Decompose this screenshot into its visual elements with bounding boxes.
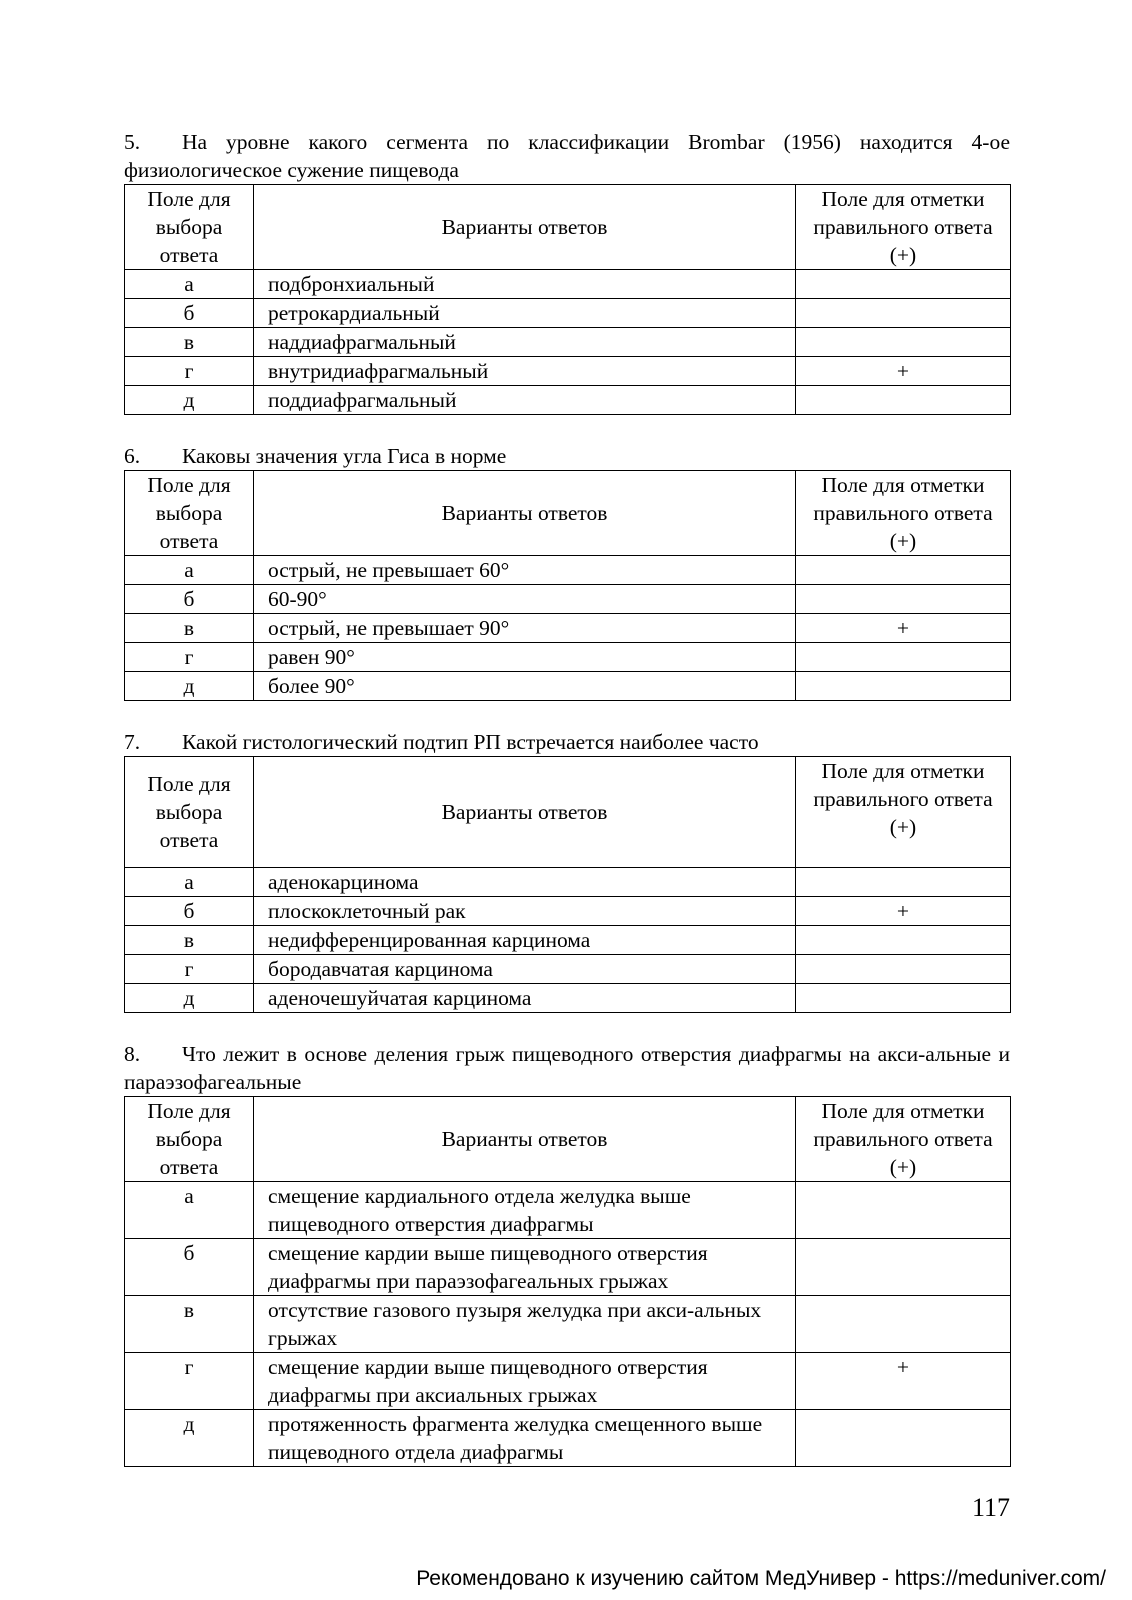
option-letter: д	[125, 672, 254, 701]
option-letter: а	[125, 556, 254, 585]
option-text: равен 90°	[254, 643, 796, 672]
table-header-row	[125, 185, 1011, 270]
table-header-row	[125, 471, 1011, 556]
question-body: На уровне какого сегмента по классификации Brombar (1956) находится 4-ое физиологическое сужение пищевода	[124, 130, 1010, 182]
header-choice: Поле для выбора ответа	[125, 1097, 254, 1182]
table-row	[125, 897, 1011, 926]
table-header-row	[125, 757, 1011, 868]
header-mark: Поле для отметки правильного ответа (+)	[796, 471, 1011, 556]
question-number: 6.	[124, 444, 141, 468]
option-text: внутридиафрагмальный	[254, 357, 796, 386]
option-mark	[796, 672, 1011, 701]
header-choice: Поле для выбора ответа	[125, 471, 254, 556]
table-row	[125, 1239, 1011, 1296]
option-text: аденокарцинома	[254, 868, 796, 897]
question-body: Что лежит в основе деления грыж пищеводного отверстия диафрагмы на акси-альные и параэзофагеальные	[124, 1042, 1010, 1094]
option-text: 60-90°	[254, 585, 796, 614]
header-choice: Поле для выбора ответа	[125, 757, 254, 868]
option-letter: в	[125, 328, 254, 357]
table-row	[125, 643, 1011, 672]
table-row	[125, 1182, 1011, 1239]
question-8	[124, 1040, 1010, 1467]
question-text	[124, 1040, 1010, 1096]
option-letter: в	[125, 926, 254, 955]
option-letter: а	[125, 1182, 254, 1239]
answer-table	[124, 756, 1011, 1013]
table-row	[125, 955, 1011, 984]
answer-table	[124, 1096, 1011, 1467]
option-letter: б	[125, 585, 254, 614]
header-choice: Поле для выбора ответа	[125, 185, 254, 270]
option-letter: б	[125, 299, 254, 328]
header-options: Варианты ответов	[254, 185, 796, 270]
option-text: более 90°	[254, 672, 796, 701]
option-mark	[796, 1239, 1011, 1296]
option-letter: г	[125, 955, 254, 984]
option-mark	[796, 868, 1011, 897]
answer-table	[124, 184, 1011, 415]
option-letter: д	[125, 386, 254, 415]
option-mark	[796, 386, 1011, 415]
option-letter: а	[125, 868, 254, 897]
table-row	[125, 556, 1011, 585]
option-mark: +	[796, 897, 1011, 926]
question-text	[124, 442, 1010, 470]
option-mark	[796, 1410, 1011, 1467]
header-mark: Поле для отметки правильного ответа (+)	[796, 1097, 1011, 1182]
option-letter: б	[125, 1239, 254, 1296]
option-letter: д	[125, 1410, 254, 1467]
option-letter: в	[125, 1296, 254, 1353]
question-6	[124, 442, 1010, 701]
option-mark	[796, 328, 1011, 357]
option-text: смещение кардии выше пищеводного отверстия диафрагмы при параэзофагеальных грыжах	[254, 1239, 796, 1296]
option-letter: г	[125, 1353, 254, 1410]
option-text: острый, не превышает 90°	[254, 614, 796, 643]
question-body: Какой гистологический подтип РП встречается наиболее часто	[182, 730, 759, 754]
table-row	[125, 386, 1011, 415]
option-text: недифференцированная карцинома	[254, 926, 796, 955]
option-mark	[796, 1296, 1011, 1353]
option-mark	[796, 556, 1011, 585]
table-row	[125, 868, 1011, 897]
option-mark	[796, 955, 1011, 984]
option-text: бородавчатая карцинома	[254, 955, 796, 984]
question-5	[124, 128, 1010, 415]
question-text	[124, 128, 1010, 184]
table-row	[125, 926, 1011, 955]
question-text	[124, 728, 1010, 756]
option-mark: +	[796, 357, 1011, 386]
option-mark	[796, 270, 1011, 299]
question-number: 7.	[124, 730, 141, 754]
option-text: подбронхиальный	[254, 270, 796, 299]
table-row	[125, 614, 1011, 643]
option-text: аденочешуйчатая карцинома	[254, 984, 796, 1013]
option-letter: б	[125, 897, 254, 926]
header-options: Варианты ответов	[254, 757, 796, 868]
question-number: 8.	[124, 1042, 141, 1066]
option-text: ретрокардиальный	[254, 299, 796, 328]
table-row	[125, 672, 1011, 701]
header-mark: Поле для отметки правильного ответа (+)	[796, 757, 1011, 868]
table-row	[125, 328, 1011, 357]
table-row	[125, 1296, 1011, 1353]
option-text: поддиафрагмальный	[254, 386, 796, 415]
header-options: Варианты ответов	[254, 1097, 796, 1182]
table-row	[125, 1353, 1011, 1410]
option-text: плоскоклеточный рак	[254, 897, 796, 926]
option-mark	[796, 1182, 1011, 1239]
header-mark: Поле для отметки правильного ответа (+)	[796, 185, 1011, 270]
option-text: отсутствие газового пузыря желудка при акси-альных грыжах	[254, 1296, 796, 1353]
option-mark	[796, 643, 1011, 672]
table-header-row	[125, 1097, 1011, 1182]
table-row	[125, 270, 1011, 299]
option-text: смещение кардии выше пищеводного отверстия диафрагмы при аксиальных грыжах	[254, 1353, 796, 1410]
option-letter: д	[125, 984, 254, 1013]
option-letter: в	[125, 614, 254, 643]
option-text: наддиафрагмальный	[254, 328, 796, 357]
option-text: протяженность фрагмента желудка смещенного выше пищеводного отдела диафрагмы	[254, 1410, 796, 1467]
footer-recommendation: Рекомендовано к изучению сайтом МедУнивер - https://meduniver.com/	[416, 1567, 1106, 1590]
option-mark	[796, 299, 1011, 328]
option-letter: г	[125, 643, 254, 672]
option-text: смещение кардиального отдела желудка выше пищеводного отверстия диафрагмы	[254, 1182, 796, 1239]
question-body: Каковы значения угла Гиса в норме	[182, 444, 507, 468]
page-number: 117	[971, 1493, 1010, 1522]
option-text: острый, не превышает 60°	[254, 556, 796, 585]
document-page	[124, 128, 1010, 1467]
table-row	[125, 357, 1011, 386]
table-row	[125, 299, 1011, 328]
option-mark: +	[796, 1353, 1011, 1410]
table-row	[125, 1410, 1011, 1467]
option-mark: +	[796, 614, 1011, 643]
option-letter: а	[125, 270, 254, 299]
header-options: Варианты ответов	[254, 471, 796, 556]
option-mark	[796, 984, 1011, 1013]
option-mark	[796, 926, 1011, 955]
table-row	[125, 585, 1011, 614]
question-7	[124, 728, 1010, 1013]
answer-table	[124, 470, 1011, 701]
option-letter: г	[125, 357, 254, 386]
option-mark	[796, 585, 1011, 614]
question-number: 5.	[124, 130, 141, 154]
table-row	[125, 984, 1011, 1013]
